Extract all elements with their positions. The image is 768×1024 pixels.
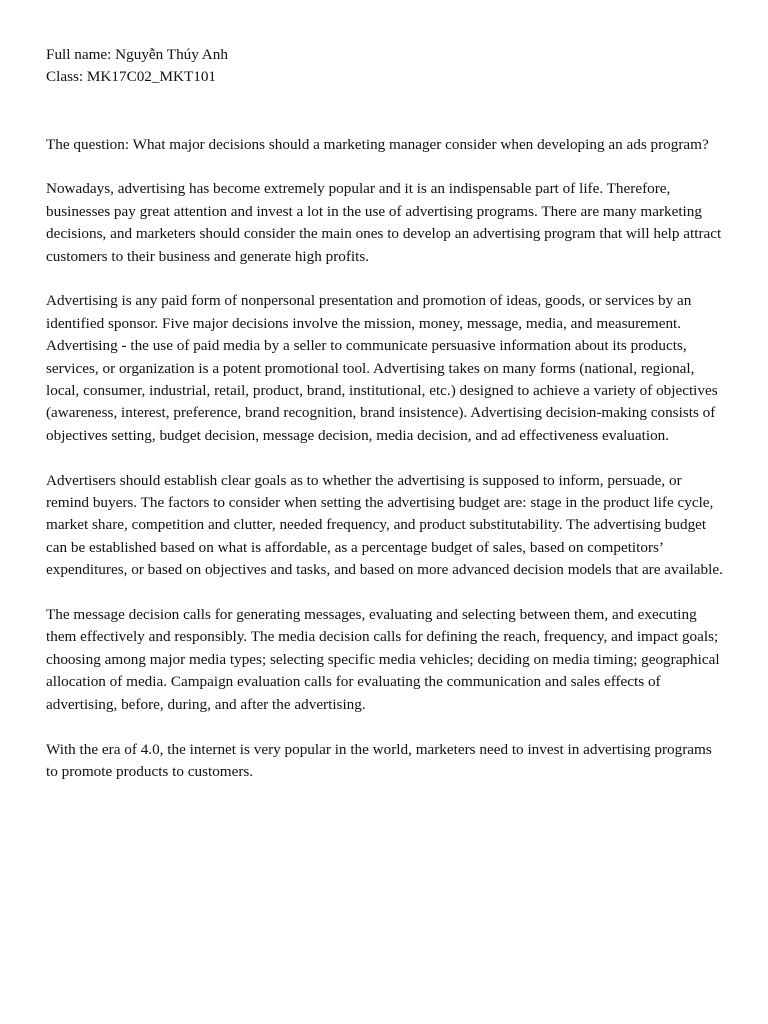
paragraph-intro: Nowadays, advertising has become extremely popular and it is an indispensable part of life. Therefore, businesses pay great attention and invest a lot in the use of advertising programs. There are many marketing decisions, and marketers should consider the main ones to develop an advertising program that will help attract customers to their business and generate high profits.	[46, 180, 722, 265]
question-paragraph: The question: What major decisions should a marketing manager consider when developing an ads program?	[46, 135, 709, 153]
full-name-line: Full name: Nguyễn Thúy Anh	[46, 46, 228, 63]
paragraph-conclusion: With the era of 4.0, the internet is very popular in the world, marketers need to invest in advertising programs to promote products to customers.	[46, 740, 712, 780]
paragraph-definition: Advertising is any paid form of nonpersonal presentation and promotion of ideas, goods, or services by an identified sponsor. Five major decisions involve the mission, money, message, media, and measurement. Advertising - the use of paid media by a seller to communicate persuasive information about its products, services, or organization is a potent promotional tool. Advertising takes on many forms (national, regional, local, consumer, industrial, retail, product, brand, institutional, etc.) designed to achieve a variety of objectives (awareness, interest, preference, brand recognition, brand insistence). Advertising decision-making consists of objectives setting, budget decision, message decision, media decision, and ad effectiveness evaluation.	[46, 292, 718, 444]
header-block	[46, 44, 724, 89]
paragraph-message-media: The message decision calls for generating messages, evaluating and selecting between them, and executing them effectively and responsibly. The media decision calls for defining the reach, frequency, and impact goals; choosing among major media types; selecting specific media vehicles; deciding on media timing; geographical allocation of media. Campaign evaluation calls for evaluating the communication and sales effects of advertising, before, during, and after the advertising.	[46, 606, 720, 713]
paragraph-budget: Advertisers should establish clear goals as to whether the advertising is supposed to inform, persuade, or remind buyers. The factors to consider when setting the advertising budget are: stage in the product life cycle, market share, competition and clutter, needed frequency, and product substitutability. The advertising budget can be established based on what is affordable, as a percentage budget of sales, based on competitors’ expenditures, or based on objectives and tasks, and based on more advanced decision models that are available.	[46, 471, 723, 579]
class-line: Class: MK17C02_MKT101	[46, 68, 217, 86]
